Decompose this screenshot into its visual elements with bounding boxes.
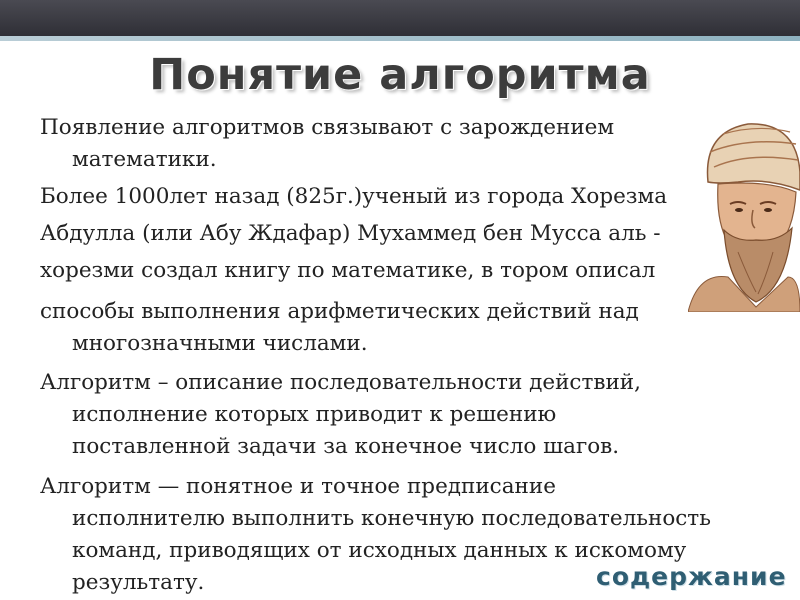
slide-accent-stripe	[0, 36, 800, 41]
paragraph-5	[40, 296, 770, 360]
paragraph-2	[40, 181, 770, 213]
paragraph-line: исполнение которых приводит к решению	[72, 402, 557, 427]
paragraph-line: многозначными числами.	[72, 331, 368, 356]
contents-link[interactable]: содержание	[596, 562, 787, 591]
paragraph-3	[40, 218, 770, 250]
paragraph-line: команд, приводящих от исходных данных к искомому	[72, 538, 687, 563]
slide-title: Понятие алгоритма	[149, 50, 651, 100]
paragraph-line: Алгоритм – описание последовательности действий,	[40, 370, 641, 395]
paragraph-line: Появление алгоритмов связывают с зарождением	[40, 115, 615, 140]
paragraph-line: Более 1000лет назад (825г.)ученый из города Хорезма	[40, 184, 668, 209]
paragraph-line: результату.	[72, 570, 205, 595]
paragraph-line: хорезми создал книгу по математике, в тором описал	[40, 258, 656, 283]
paragraph-line: Алгоритм — понятное и точное предписание	[40, 474, 556, 499]
slide-top-bar	[0, 0, 800, 36]
paragraph-line: Абдулла (или Абу Ждафар) Мухаммед бен Мусса аль -	[40, 221, 661, 246]
paragraph-1	[40, 112, 770, 176]
paragraph-line: математики.	[72, 147, 217, 172]
paragraph-4	[40, 255, 770, 287]
paragraph-line: поставленной задачи за конечное число шагов.	[72, 434, 620, 459]
paragraph-line: способы выполнения арифметических действий над	[40, 299, 639, 324]
paragraph-6	[40, 367, 770, 463]
paragraph-line: исполнителю выполнить конечную последовательность	[72, 506, 711, 531]
